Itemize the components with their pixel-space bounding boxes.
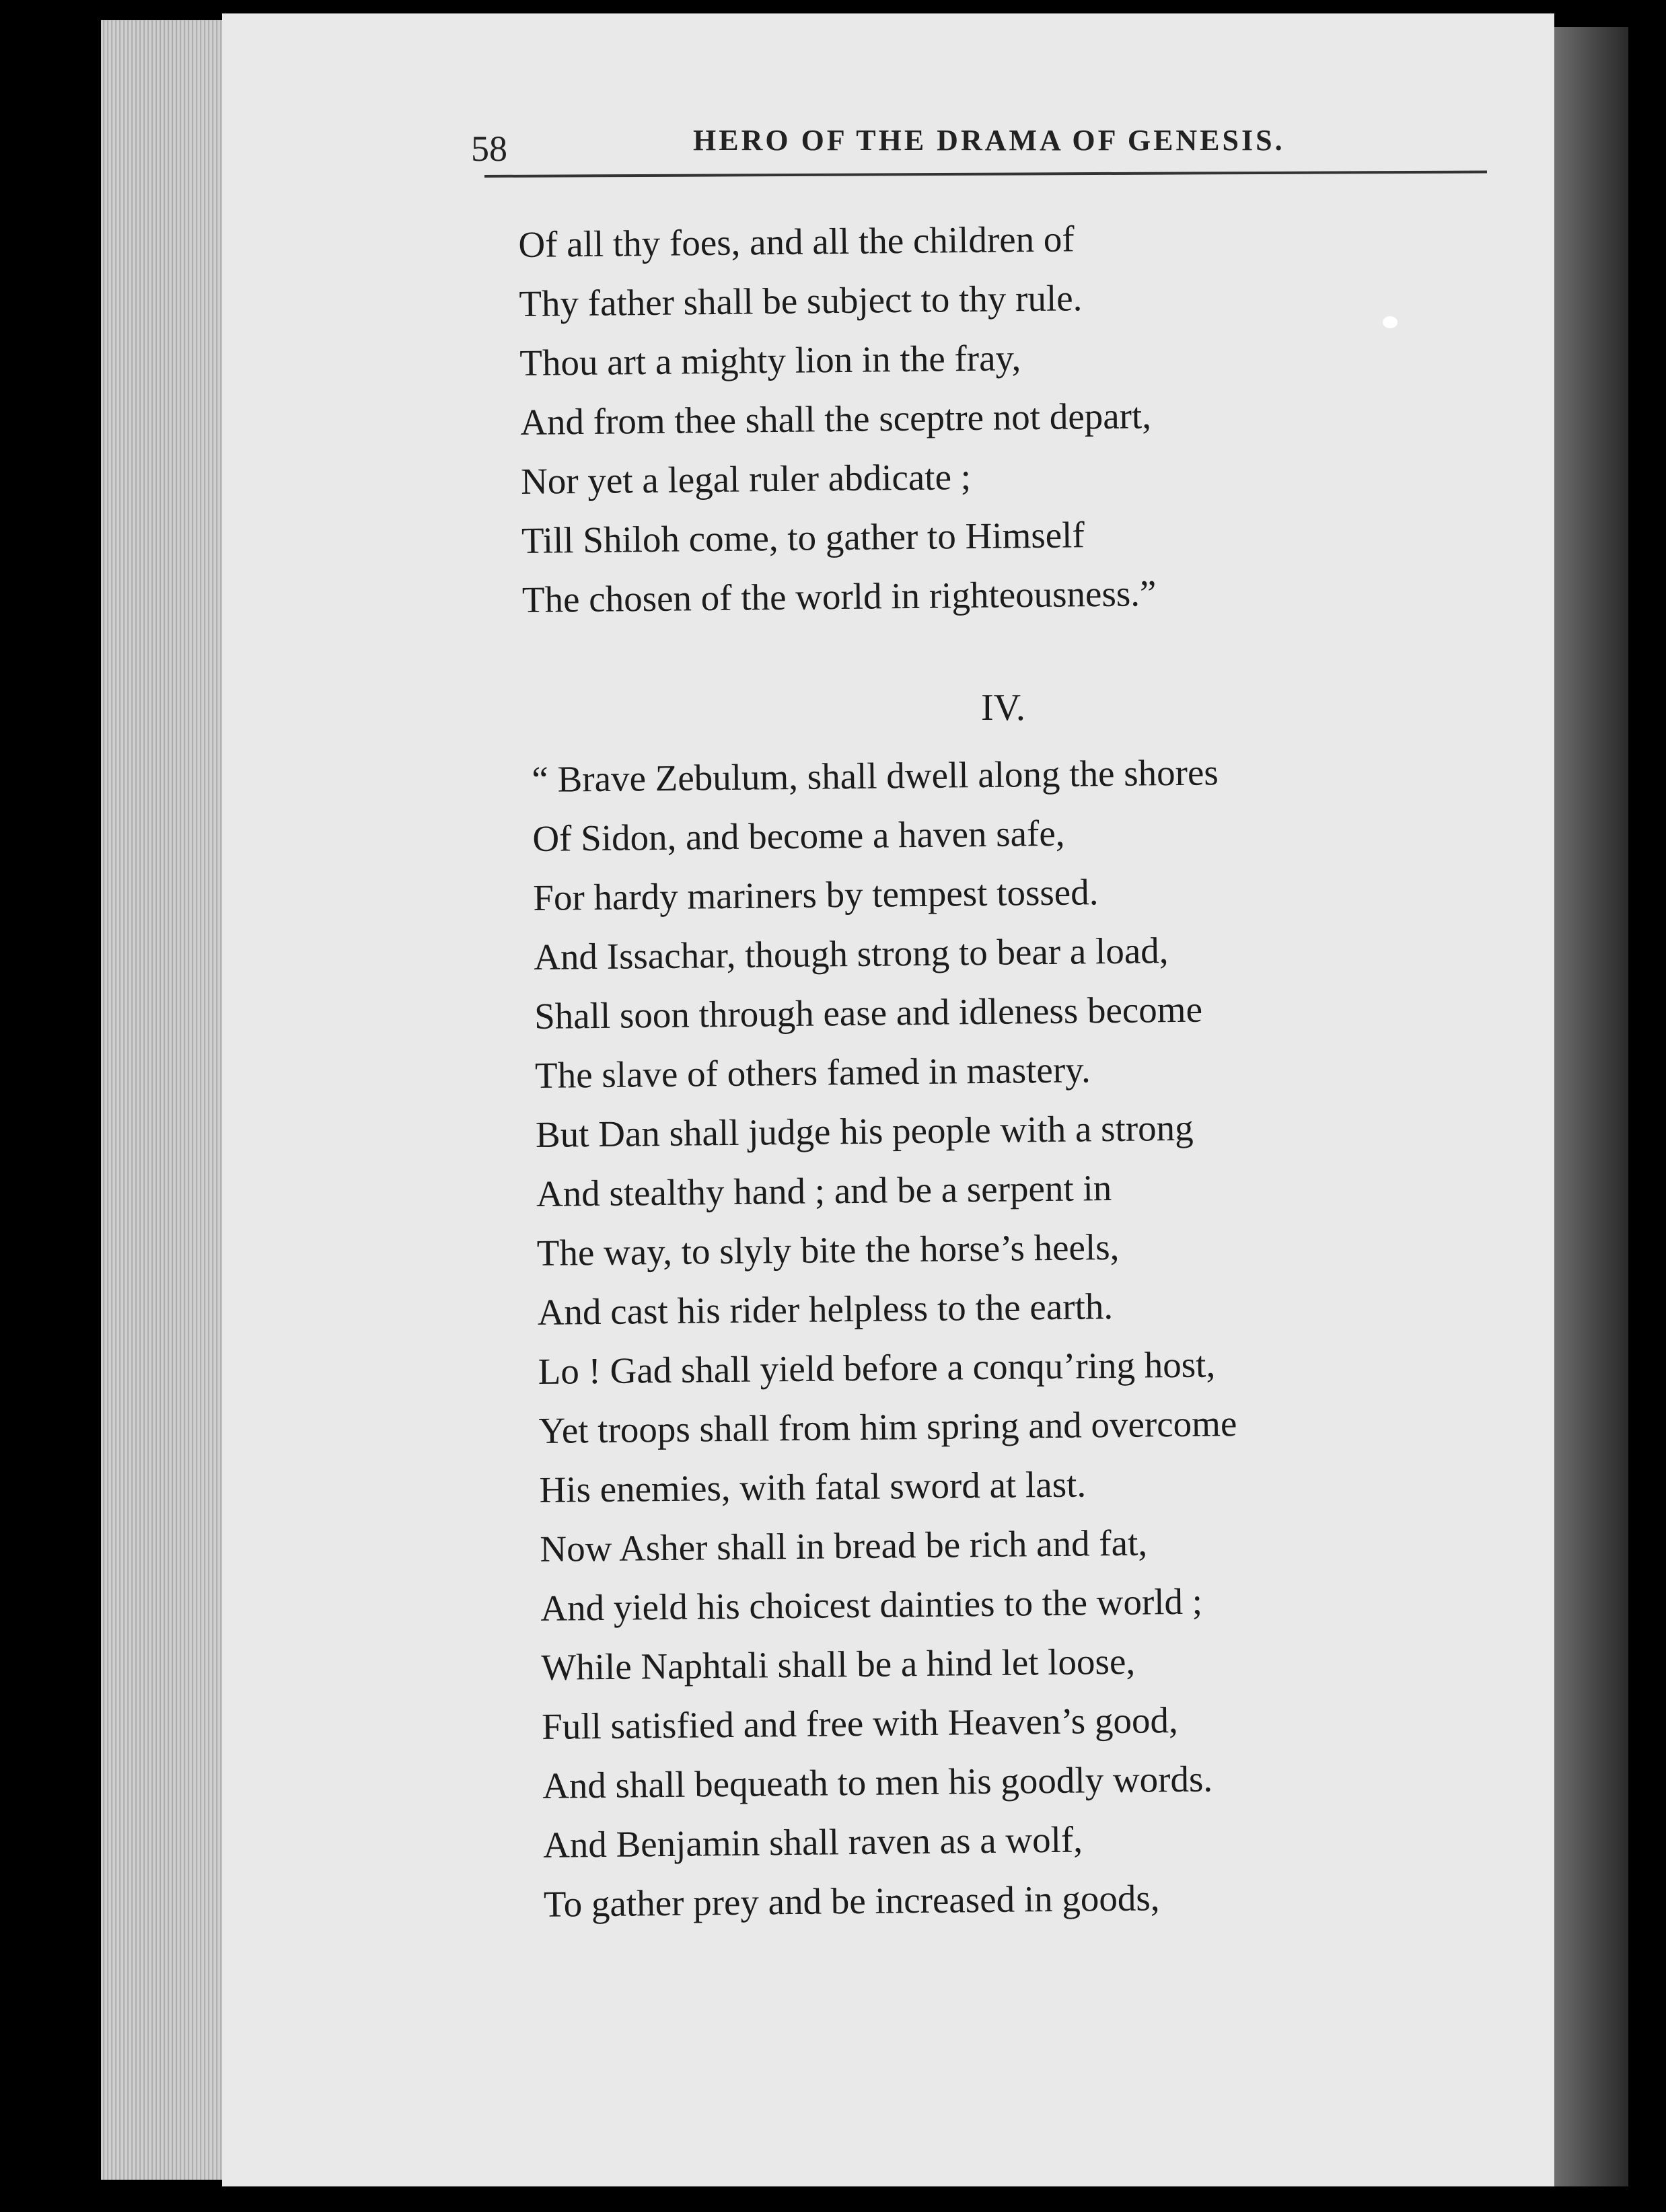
verse-line: And Benjamin shall raven as a wolf,	[542, 1818, 1083, 1866]
verse-line: The chosen of the world in righteousness.”	[521, 573, 1157, 620]
verse-line: And yield his choicest dainties to the world ;	[540, 1580, 1203, 1629]
verse-line: Of Sidon, and become a haven safe,	[532, 812, 1065, 859]
verse-line: Thou art a mighty lion in the fray,	[519, 337, 1021, 383]
verse-stanza-2	[532, 743, 1242, 1934]
verse-stanza-1	[518, 209, 1157, 630]
section-numeral: IV.	[981, 687, 1025, 729]
verse-line: Now Asher shall in bread be rich and fat,	[540, 1522, 1148, 1570]
verse-line: And from thee shall the sceptre not depart,	[519, 395, 1152, 443]
verse-line: To gather prey and be increased in goods,	[543, 1877, 1160, 1925]
verse-line: And Issachar, though strong to bear a load,	[533, 930, 1169, 978]
verse-line: Lo ! Gad shall yield before a conqu’ring host,	[538, 1343, 1216, 1392]
verse-line: While Naphtali shall be a hind let loose,	[540, 1640, 1136, 1688]
verse-line: For hardy mariners by tempest tossed.	[532, 871, 1099, 918]
verse-line: But Dan shall judge his people with a strong	[535, 1107, 1194, 1155]
stacked-page-edges	[101, 20, 236, 2180]
verse-line: And stealthy hand ; and be a serpent in	[536, 1167, 1112, 1214]
verse-line: Of all thy foes, and all the children of	[518, 218, 1075, 265]
verse-line: Nor yet a legal ruler abdicate ;	[520, 455, 972, 502]
book-gutter-shadow	[1554, 27, 1628, 2186]
verse-line: Till Shiloh come, to gather to Himself	[521, 514, 1085, 561]
scan-speck	[1383, 316, 1398, 328]
verse-line: Full satisfied and free with Heaven’s good,	[541, 1699, 1178, 1747]
page-number: 58	[471, 128, 507, 169]
verse-line: His enemies, with fatal sword at last.	[539, 1463, 1087, 1510]
running-title: HERO OF THE DRAMA OF GENESIS.	[693, 124, 1285, 157]
verse-line: And cast his rider helpless to the earth.	[537, 1285, 1114, 1333]
verse-line: Shall soon through ease and idleness become	[534, 988, 1203, 1037]
verse-line: Yet troops shall from him spring and overcome	[538, 1403, 1237, 1451]
verse-line: “ Brave Zebulum, shall dwell along the shores	[532, 751, 1219, 800]
verse-line: Thy father shall be subject to thy rule.	[519, 277, 1083, 324]
verse-line: The slave of others famed in mastery.	[534, 1049, 1091, 1096]
verse-line: And shall bequeath to men his goodly words.	[542, 1758, 1213, 1806]
verse-line: The way, to slyly bite the horse’s heels,	[536, 1226, 1120, 1274]
